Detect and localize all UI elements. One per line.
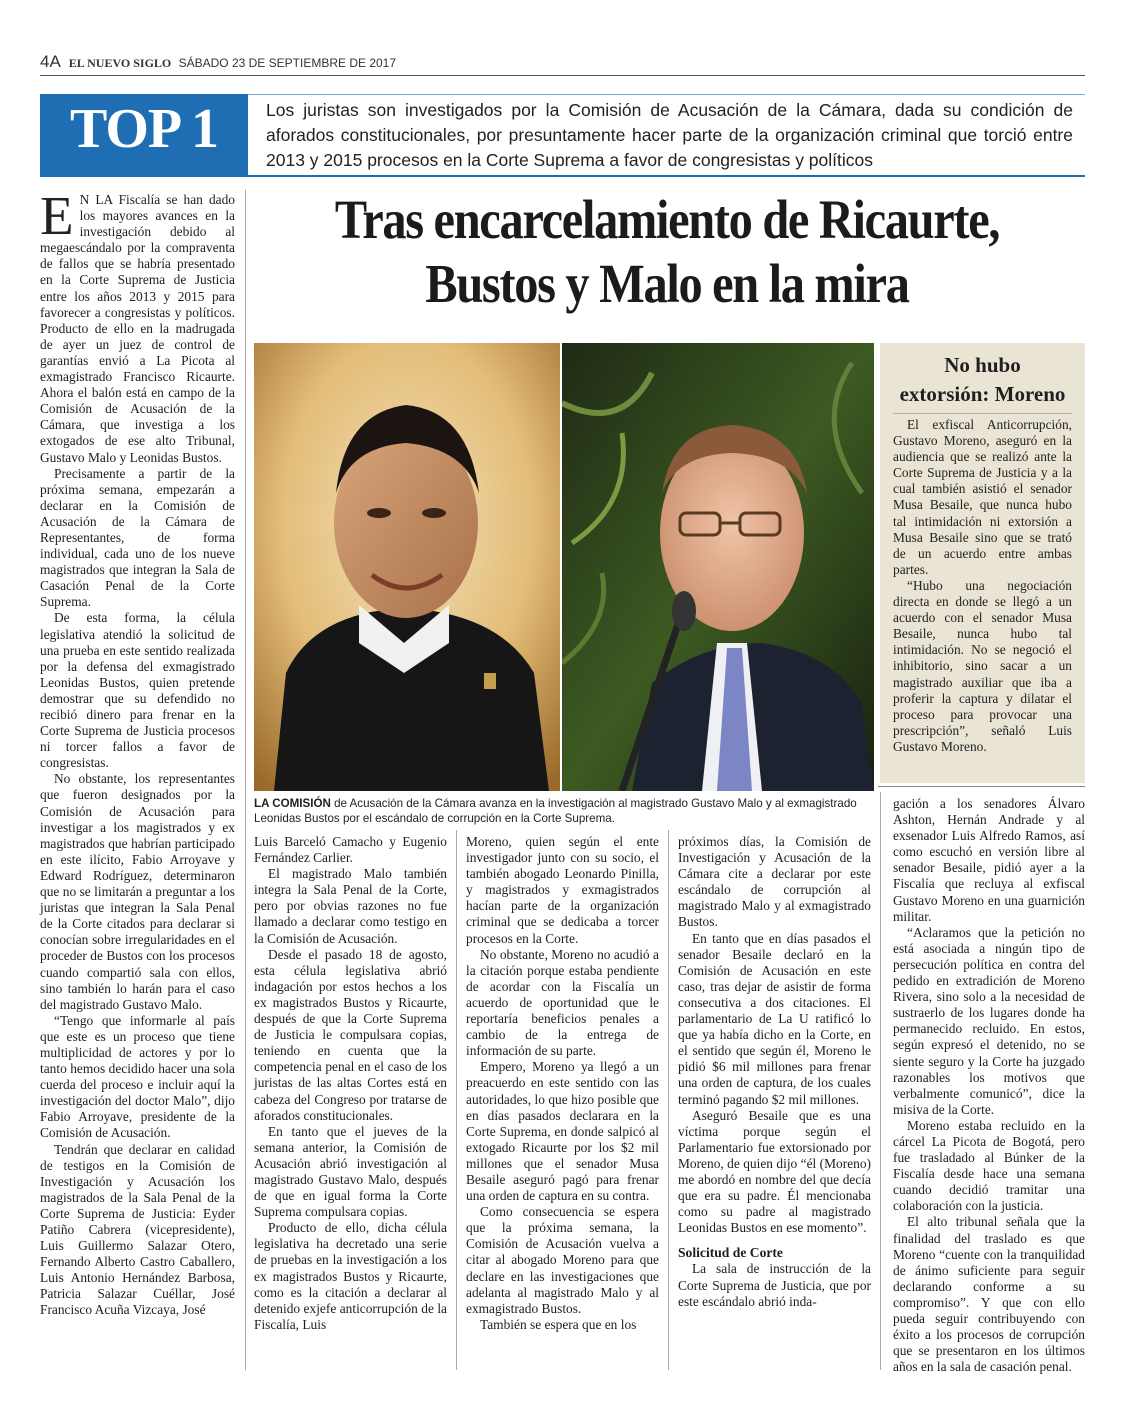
photo-caption — [254, 796, 874, 826]
header-rule — [40, 75, 1085, 76]
paragraph: No obstante, Moreno no acudió a la citación porque estaba pendiente de acordar con la Fiscalía un acuerdo de oportunidad que le reportaría beneficios penales a cambio de la entrega de información de su parte. — [466, 946, 659, 1059]
page-folio — [40, 52, 396, 72]
article-column-1 — [40, 185, 235, 1319]
sidebar-title: No hubo extorsión: Moreno — [899, 353, 1066, 406]
paragraph: “Tengo que informarle al país que este es un proceso que tiene multiplicidad de actores y por lo tanto hemos decidido hacer una sola cuerda del proceso e incluir aquí la investigación del doctor Malo”, dijo Fabio Arroyave, presidente de la Comisión de Acusación. — [40, 1012, 235, 1141]
paragraph: Empero, Moreno ya llegó a un preacuerdo en este sentido con las autoridades, lo que hizo posible que en días pasados declarara en la Corte Suprema, en donde salpicó al extogado Ricaurte por los $2 mil millones que el senador Musa Besaile aseguró pagó para frenar una orden de captura en su contra. — [466, 1059, 659, 1204]
article-column-4 — [678, 834, 871, 1310]
column-divider — [245, 190, 246, 1370]
paragraph: De esta forma, la célula legislativa atendió la solicitud de una prueba en este sentido realizada por la defensa del exmagistrado Leonidas Bustos, quien pretende demostrar que su defendido no recibió dinero para frenar en la Corte Suprema de Justicia procesos ni torcer fallos a favor de congresistas. — [40, 610, 235, 771]
column-divider — [668, 830, 669, 1370]
paragraph: No obstante, los representantes que fueron designados por la Comisión de Acusación para investigar a los magistrados y ex magistrados que habrían participado en este ilícito, Fabio Arroyave y Edward Rodríguez, determinaron que no se limitarán a preguntar a los juristas que integran la Sala Penal de la Corte citados para declarar si conocían sobre irregularidades en el proceder de Bustos con los procesos cuando compartió sala con ellos, sino también lo harán para el caso del magistrado Gustavo Malo. — [40, 771, 235, 1012]
paragraph: Moreno, quien según el ente investigador junto con su socio, el también abogado Leonardo Pinilla, y magistrados y exmagistrados hacían parte de la organización criminal que se dedicaba a torcer procesos en la Corte. — [466, 834, 659, 946]
issue-date: SÁBADO 23 DE SEPTIEMBRE DE 2017 — [178, 56, 397, 70]
summary-band — [248, 94, 1085, 177]
paragraph: “Aclaramos que la petición no está asociada a ningún tipo de persecución política en contra del pedido en extradición de Moreno Rivera, sino solo a la necesidad de sustraerlo de los lugares donde ha permanecido recluido. En estos, según expresó el detenido, no se siente seguro y la Corte ha juzgado razonables los motivos que verbalmente comunicó”, dice la misiva de la Corte. — [893, 924, 1085, 1117]
paragraph: También se espera que en los — [480, 1316, 637, 1332]
paragraph: Moreno estaba recluido en la cárcel La Picota de Bogotá, pero fue trasladado al Búnker de la Fiscalía desde hace una semana cuando decidió tramitar una colaboración con la justicia. — [893, 1117, 1085, 1214]
article-column-2 — [254, 834, 447, 1333]
headline — [311, 188, 1024, 316]
paragraph: En tanto que el jueves de la semana anterior, la Comisión de Acusación abrió investigación al magistrado Gustavo Malo, después de que en igual forma la Corte Suprema compulsara copias. — [254, 1123, 447, 1220]
paragraph: Tendrán que declarar en calidad de testigos en la Comisión de Investigación y Acusación los magistrados de la Sala Penal de la Corte Suprema de Justicia: Eyder Patiño Cabrera (vicepresidente), Luis Guillermo Salazar Otero, Fernando Alberto Castro Caballero, Luis Antonio Hernández Barbosa, Patricia Salazar Cuéllar, José Francisco Acuña Vizcaya, José — [40, 1141, 235, 1318]
caption-lead: LA COMISIÓN — [254, 797, 331, 810]
photo-gustavo-malo — [254, 343, 560, 791]
newspaper-name: EL NUEVO SIGLO — [68, 56, 172, 70]
paragraph: Desde el pasado 18 de agosto, esta célula legislativa abrió indagación por estos hechos a los ex magistrados Bustos y Ricaurte, después de que la Corte Suprema de Justicia le compulsara copias, teniendo en cuenta que la competencia penal en el caso de los juristas de las altas Cortes está en cabeza del Congreso por tratarse de aforados constitucionales. — [254, 946, 447, 1123]
paragraph: Luis Barceló Camacho y Eugenio Fernández Carlier. — [254, 834, 447, 866]
page-number: 4A — [40, 52, 61, 71]
subheading: Solicitud de Corte — [678, 1245, 783, 1261]
headline-line-2: Bustos y Malo en la mira — [425, 253, 909, 314]
paragraph: El alto tribunal señala que la finalidad del traslado es que Moreno “cuente con la tranquilidad de ánimo suficiente para seguir declarando conforme a su compromiso”. Y que con ello pueda seguir contribuyendo con éxito a los procesos de corrupción que se presentaron en los últimos años en la sala de casación penal. — [893, 1214, 1085, 1375]
column-divider — [456, 830, 457, 1370]
sidebar-bottom-rule — [878, 786, 1085, 787]
lead-paragraph: E N LA Fiscalía se han dado los mayores avances en la investigación debido al megaescándalo por la compraventa de fallos que se habría presentado en la Corte Suprema de Justicia entre los años 2013 y 2015 para favorecer a congresistas y políticos. Producto de ello en la madrugada de ayer un juez de control de garantías envió a La Picota al exmagistrado Francisco Ricaurte. Ahora el balón está en campo de la Comisión de Acusación de la Cámara, que investiga a los extogados de ese alto Tribunal, Gustavo Malo y Leonidas Bustos. — [40, 185, 235, 465]
paragraph: Aseguró Besaile que es una víctima porque según el Parlamentario fue extorsionado por Moreno, de quien dijo “él (Moreno) me abordó en nombre del que decía que era su padre. Él mencionaba como su padre al magistrado Leonidas Bustos en ese momento”. — [678, 1107, 871, 1236]
paragraph: La sala de instrucción de la Corte Suprema de Justicia, que por este escándalo abrió inda- — [678, 1261, 871, 1309]
sidebar-box — [880, 343, 1085, 783]
photo-leonidas-bustos — [562, 343, 874, 791]
paragraph: En tanto que en días pasados el senador Besaile declaró en la Comisión de Acusación en este caso, tras dejar de asistir de forma consecutiva a dos citaciones. El parlamentario de La U ratificó lo que ya había dicho en la Corte, en el sentido que según él, Moreno le pidió $6 mil millones para frenar una orden de captura, de los cuales terminó pagando $2 mil millones. — [678, 930, 871, 1107]
paragraph: próximos días, la Comisión de Investigación y Acusación de la Cámara cite a declarar por este escándalo de corrupción al magistrado Malo y al exmagistrado Bustos. — [678, 834, 871, 930]
paragraph: gación a los senadores Álvaro Ashton, Hernán Andrade y al exsenador Luis Alfredo Ramos, así como escuchó en versión libre al senador Besaile, pidió ayer a la Fiscalía que recluya al exfiscal Gustavo Moreno en una guarnición militar. — [893, 796, 1085, 924]
sidebar-body — [893, 417, 1072, 755]
drop-cap: E — [40, 185, 74, 246]
sidebar-paragraph: “Hubo una negociación directa en donde se llegó a un acuerdo con el senador Musa Besaile, nunca hubo tal intimidación. No se negoció el inhibitorio, sino sacar a un magistrado auxiliar que iba a proferir la captura y dilatar el proceso para provocar una prescripción”, señaló Luis Gustavo Moreno. — [893, 577, 1072, 754]
sidebar-paragraph: El exfiscal Anticorrupción, Gustavo Moreno, aseguró en la audiencia que se realizó ante la Corte Suprema de Justicia y a la cual también asistió el senador Musa Besaile, que nunca hubo tal intimidación ni extorsión a Musa Besaile sino que se trató de un acuerdo entre ambas partes. — [893, 417, 1072, 577]
headline-line-1: Tras encarcelamiento de Ricaurte, — [334, 189, 1000, 250]
column-divider — [880, 792, 881, 1370]
section-badge — [40, 94, 248, 177]
paragraph: Producto de ello, dicha célula legislativa ha decretado una serie de pruebas en la investigación a los ex magistrados Bustos y Ricaurte, como es la citación a declarar al detenido exjefe anticorrupción de la Fiscalía, Luis — [254, 1220, 447, 1332]
article-column-3 — [466, 834, 659, 1333]
section-badge-label: TOP 1 — [69, 98, 218, 160]
article-column-5 — [893, 796, 1085, 1375]
paragraph: Precisamente a partir de la próxima semana, empezarán a declarar en la Comisión de Acusación de la Cámara de Representantes, de forma individual, cada uno de los nueve magistrados que integran la Sala de Casación Penal de la Corte Suprema. — [40, 465, 235, 610]
paragraph: Como consecuencia se espera que la próxima semana, la Comisión de Acusación vuelva a citar al abogado Moreno para que declare en las investigaciones que adelanta al magistrado Malo y al exmagistrado Bustos. — [466, 1204, 659, 1316]
summary-text: Los juristas son investigados por la Comisión de Acusación de la Cámara, dada su condición de aforados constitucionales, por presuntamente hacer parte de la organización criminal que torció entre 2013 y 2015 procesos en la Corte Suprema a favor de congresistas y políticos — [266, 100, 1073, 170]
caption-text: de Acusación de la Cámara avanza en la investigación al magistrado Gustavo Malo y al exmagistrado Leonidas Bustos por el escándalo de corrupción en la Corte Suprema. — [254, 797, 857, 825]
paragraph: El magistrado Malo también integra la Sala Penal de la Corte, pero por obvias razones no fue llamado a declarar como testigo en la Comisión de Acusación. — [254, 866, 447, 946]
sidebar-rule — [893, 413, 1072, 414]
